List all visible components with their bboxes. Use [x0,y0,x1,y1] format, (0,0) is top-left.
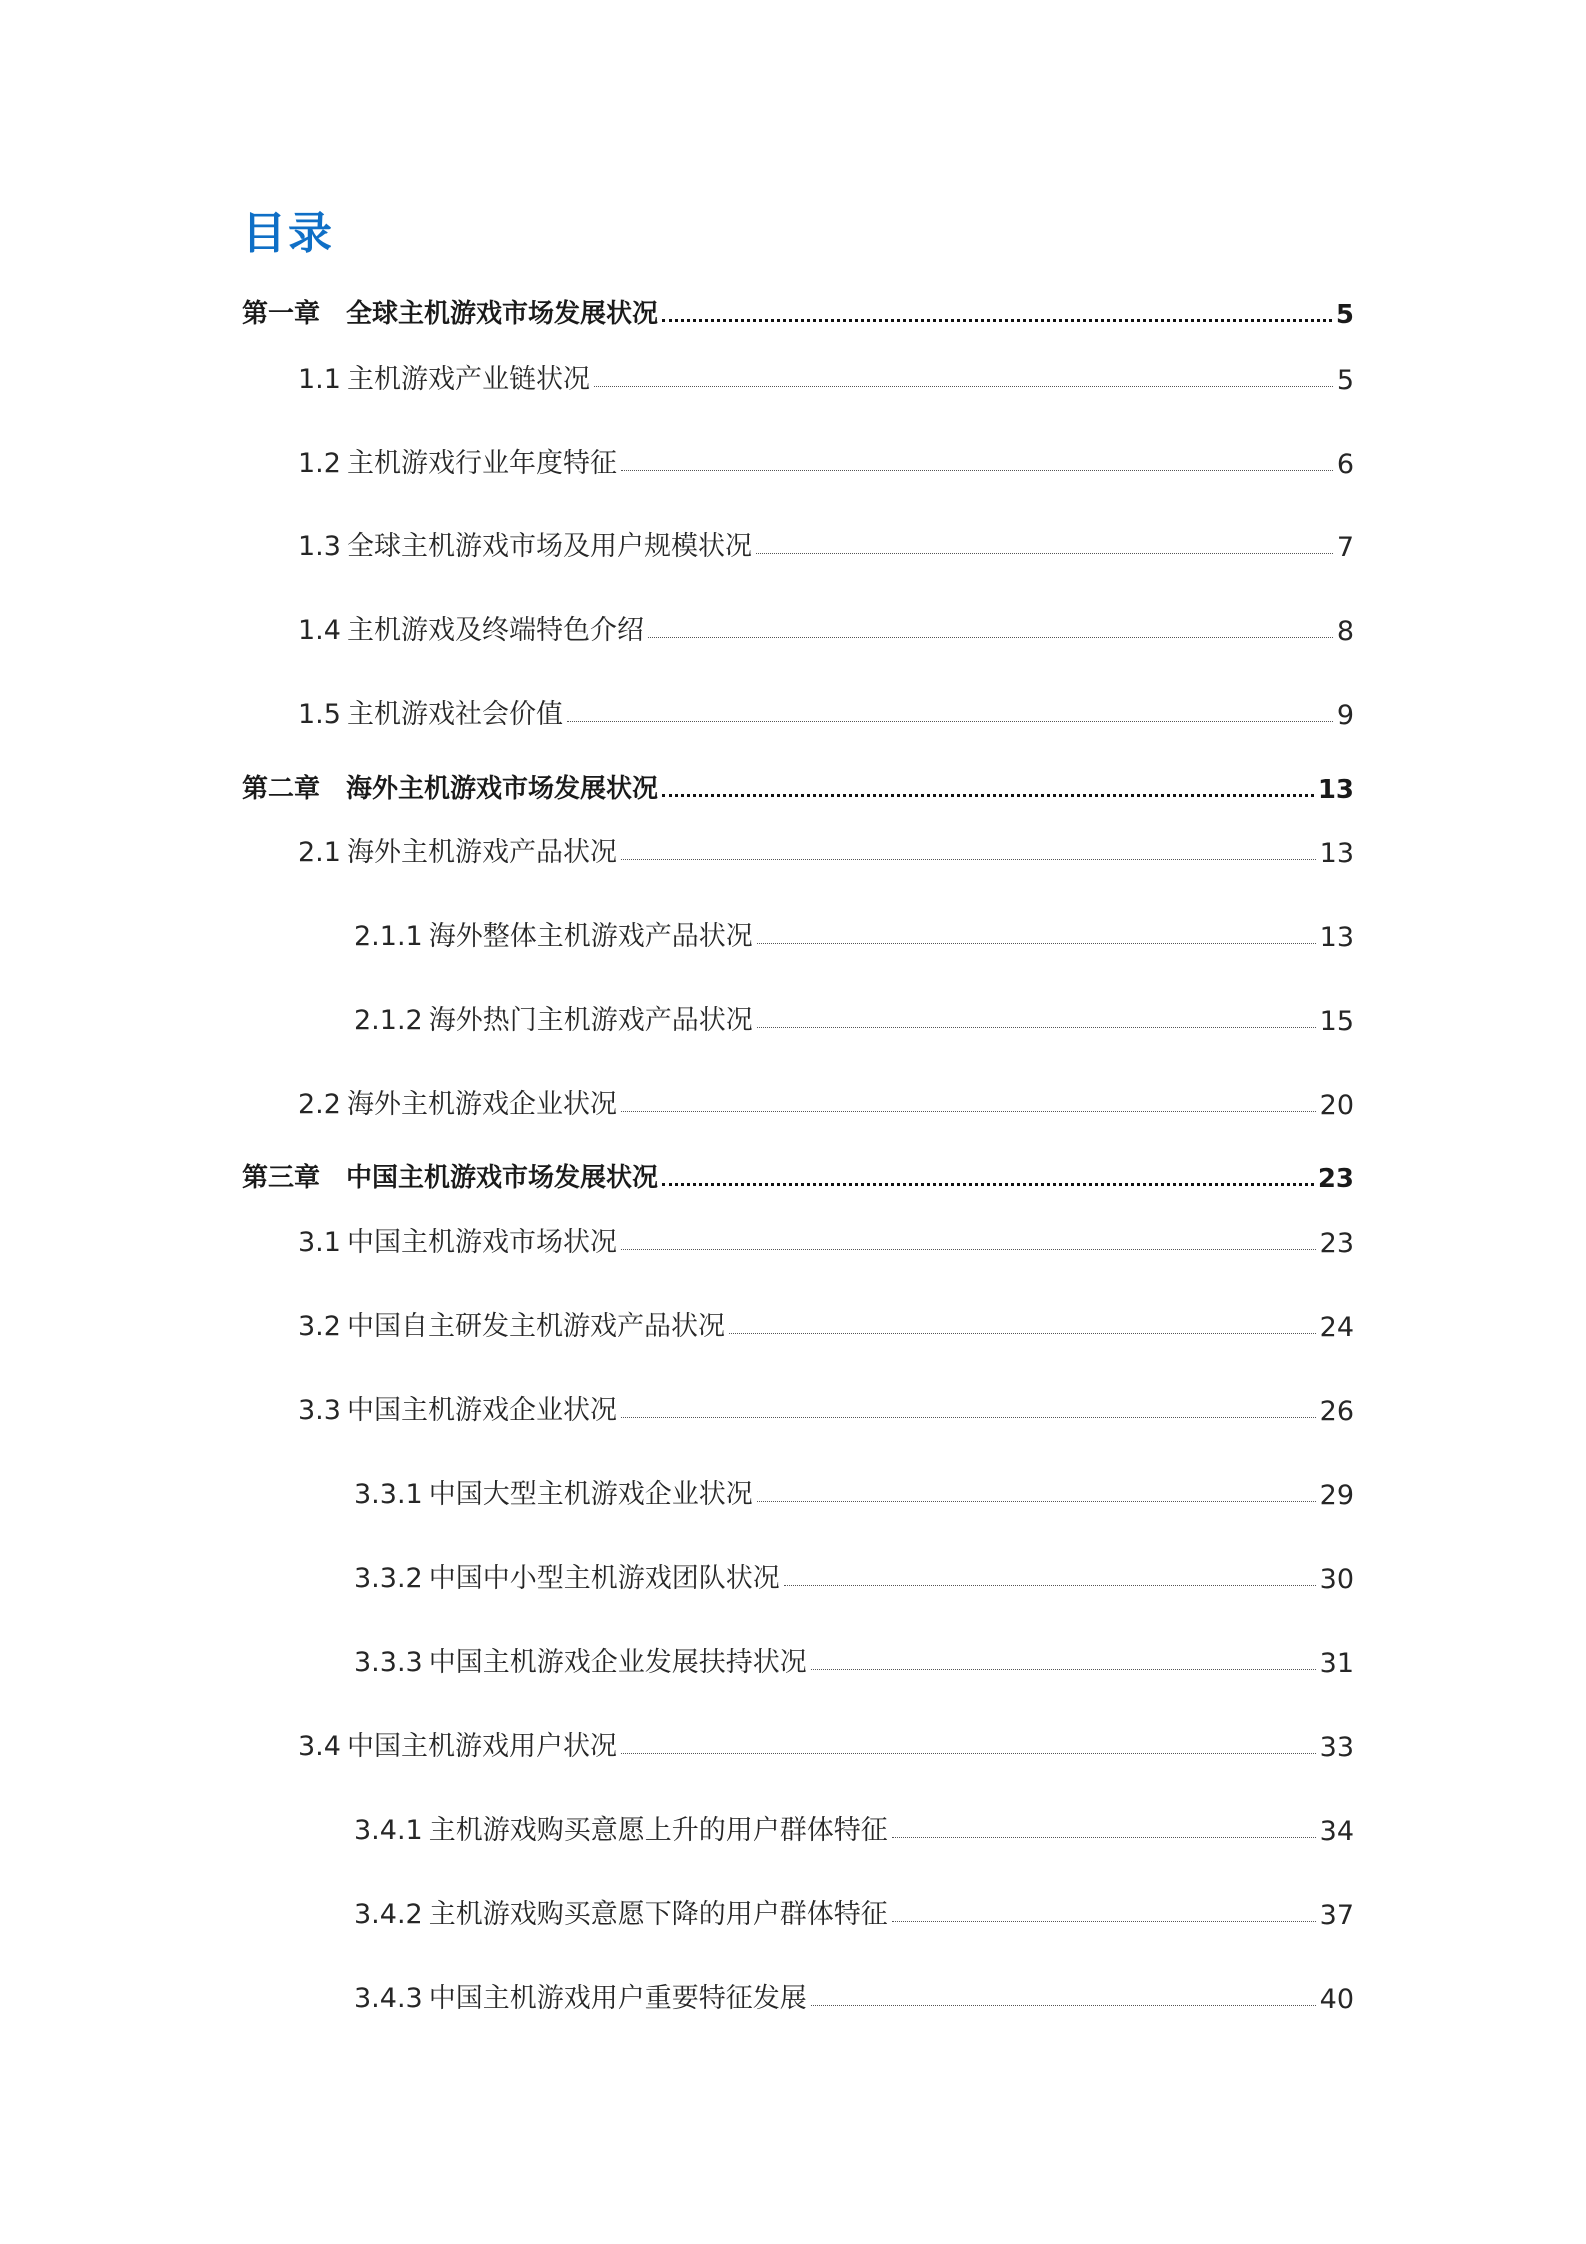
dot-leader [621,1417,1316,1418]
toc-title: 主机游戏社会价值 [346,699,563,730]
toc-number: 2.1.1 [354,921,423,952]
dot-leader [594,386,1333,387]
toc-section-1-5[interactable] [298,691,1354,731]
toc-page-number: 30 [1319,1564,1354,1595]
toc-number: 3.4.3 [354,1983,423,2014]
toc-title: 主机游戏产业链状况 [346,364,590,395]
toc-chapter-3[interactable] [242,1154,1354,1194]
toc-number: 1.3 [298,531,341,562]
toc-page-number: 37 [1319,1900,1354,1931]
toc-title: 中国主机游戏市场发展状况 [346,1163,659,1193]
toc-page-number: 29 [1319,1480,1354,1511]
toc-title: 全球主机游戏市场发展状况 [346,299,659,329]
toc-subsection-3-4-1[interactable] [354,1807,1354,1847]
toc-title: 海外整体主机游戏产品状况 [428,921,753,952]
toc-section-3-1[interactable] [298,1219,1354,1259]
dot-leader [621,470,1333,471]
toc-page-number: 6 [1336,449,1354,480]
toc-page-number: 13 [1317,775,1354,805]
dot-leader [567,721,1333,722]
dot-leader [662,319,1332,322]
toc-page-number: 23 [1317,1164,1354,1194]
toc-section-2-2[interactable] [298,1081,1354,1121]
toc-page-number: 7 [1336,532,1354,563]
toc-number: 2.1.2 [354,1005,423,1036]
toc-title: 中国自主研发主机游戏产品状况 [346,1311,725,1342]
toc-section-3-2[interactable] [298,1303,1354,1343]
toc-title: 中国主机游戏企业发展扶持状况 [428,1647,807,1678]
toc-subsection-2-1-2[interactable] [354,997,1354,1037]
toc-number: 1.1 [298,364,341,395]
toc-subsection-3-4-2[interactable] [354,1891,1354,1931]
toc-number: 3.3.3 [354,1647,423,1678]
dot-leader [662,1183,1314,1186]
toc-section-1-4[interactable] [298,607,1354,647]
toc-title: 主机游戏购买意愿上升的用户群体特征 [428,1815,888,1846]
dot-leader [757,1501,1316,1502]
toc-subsection-2-1-1[interactable] [354,913,1354,953]
toc-number: 2.2 [298,1089,341,1120]
toc-subsection-3-3-3[interactable] [354,1639,1354,1679]
toc-section-3-4[interactable] [298,1723,1354,1763]
dot-leader [756,553,1333,554]
toc-page-number: 24 [1319,1312,1354,1343]
toc-title: 海外热门主机游戏产品状况 [428,1005,753,1036]
toc-number: 3.1 [298,1227,341,1258]
toc-page-number: 5 [1336,365,1354,396]
toc-number: 1.4 [298,615,341,646]
toc-subsection-3-3-1[interactable] [354,1471,1354,1511]
toc-section-3-3[interactable] [298,1387,1354,1427]
toc-number: 第二章 [242,774,321,804]
toc-title: 主机游戏行业年度特征 [346,448,617,479]
page-title: 目录 [242,208,334,259]
toc-title: 全球主机游戏市场及用户规模状况 [346,531,752,562]
toc-title: 中国大型主机游戏企业状况 [428,1479,753,1510]
toc-number: 第三章 [242,1163,321,1193]
dot-leader [784,1585,1316,1586]
toc-page-number: 31 [1319,1648,1354,1679]
toc-title: 海外主机游戏市场发展状况 [346,774,659,804]
toc-page-number: 8 [1336,616,1354,647]
toc-title: 中国主机游戏市场状况 [346,1227,617,1258]
dot-leader [757,943,1316,944]
toc-number: 3.4 [298,1731,341,1762]
toc-number: 3.4.2 [354,1899,423,1930]
toc-title: 中国主机游戏企业状况 [346,1395,617,1426]
toc-section-1-3[interactable] [298,523,1354,563]
dot-leader [811,2005,1316,2006]
toc-page-number: 20 [1319,1090,1354,1121]
toc-page-number: 40 [1319,1984,1354,2015]
toc-page-number: 23 [1319,1228,1354,1259]
toc-title: 主机游戏及终端特色介绍 [346,615,644,646]
toc-section-1-1[interactable] [298,356,1354,396]
toc-title: 主机游戏购买意愿下降的用户群体特征 [428,1899,888,1930]
dot-leader [662,794,1314,797]
toc-number: 3.3.2 [354,1563,423,1594]
dot-leader [811,1669,1316,1670]
dot-leader [648,637,1333,638]
toc-number: 3.3.1 [354,1479,423,1510]
toc-title: 海外主机游戏产品状况 [346,837,617,868]
dot-leader [757,1027,1316,1028]
toc-number: 3.3 [298,1395,341,1426]
toc-title: 中国主机游戏用户重要特征发展 [428,1983,807,2014]
toc-page-number: 15 [1319,1006,1354,1037]
toc-number: 第一章 [242,299,321,329]
dot-leader [729,1333,1316,1334]
toc-section-1-2[interactable] [298,440,1354,480]
toc-page-number: 33 [1319,1732,1354,1763]
dot-leader [621,859,1316,860]
dot-leader [621,1111,1316,1112]
toc-page-number: 9 [1336,700,1354,731]
toc-number: 3.4.1 [354,1815,423,1846]
dot-leader [621,1249,1316,1250]
toc-page-number: 34 [1319,1816,1354,1847]
toc-title: 海外主机游戏企业状况 [346,1089,617,1120]
toc-number: 1.2 [298,448,341,479]
dot-leader [621,1753,1316,1754]
toc-section-2-1[interactable] [298,829,1354,869]
dot-leader [892,1921,1316,1922]
toc-title: 中国中小型主机游戏团队状况 [428,1563,780,1594]
toc-page-number: 13 [1319,922,1354,953]
toc-chapter-1[interactable] [242,290,1354,330]
toc-number: 2.1 [298,837,341,868]
toc-page-number: 26 [1319,1396,1354,1427]
toc-number: 1.5 [298,699,341,730]
toc-page-number: 5 [1335,300,1354,330]
dot-leader [892,1837,1316,1838]
toc-page-number: 13 [1319,838,1354,869]
toc-chapter-2[interactable] [242,765,1354,805]
toc-subsection-3-4-3[interactable] [354,1975,1354,2015]
toc-title: 中国主机游戏用户状况 [346,1731,617,1762]
toc-subsection-3-3-2[interactable] [354,1555,1354,1595]
toc-number: 3.2 [298,1311,341,1342]
